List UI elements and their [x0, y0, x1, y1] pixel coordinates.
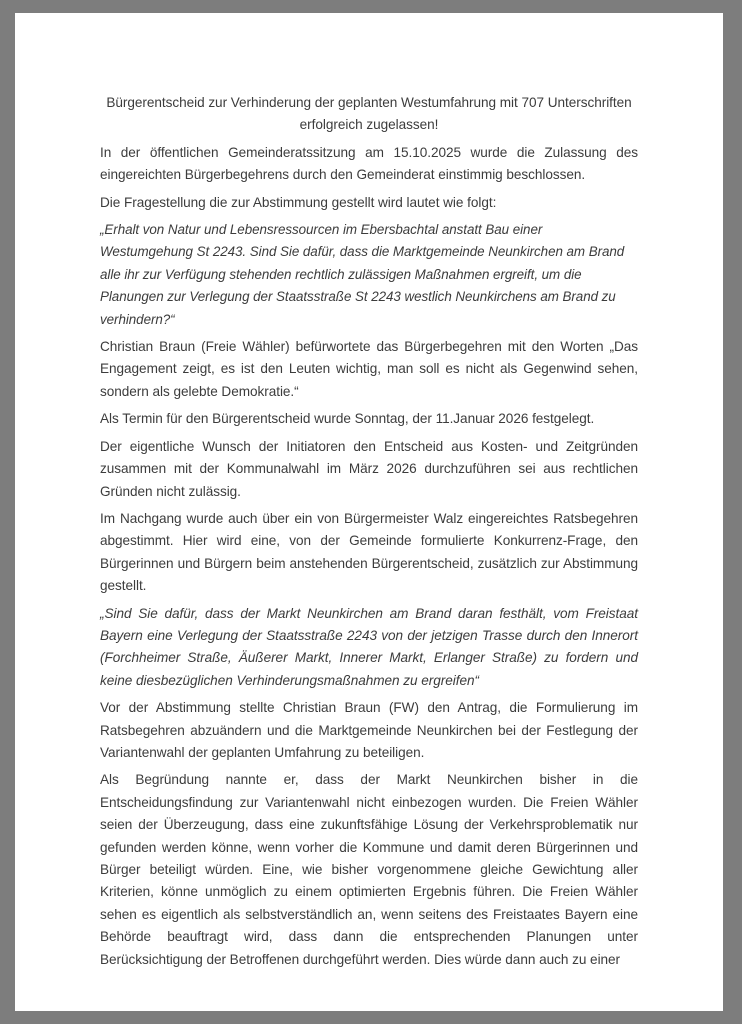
paragraph-body-7: Im Nachgang wurde auch über ein von Bürgermeister Walz eingereichtes Ratsbegehren abgestimmt. Hier wird eine, von der Gemeinde formulierte Konkurrenz-Frage, den Bürgerinnen und Bürgern beim anstehenden Bürgerentscheid, zusätzlich zur Abstimmung gestellt. [100, 510, 638, 594]
paragraph-body-10: Als Begründung nannte er, dass der Markt Neunkirchen bisher in die Entscheidungsfindung zur Variantenwahl nicht einbezogen wurden. Die Freien Wähler seien der Überzeugung, dass eine zukunftsfähige Lösung der Verkehrsproblematik nur gefunden werden könne, wenn vorher die Kommune und damit deren Bürgerinnen und Bürger beteiligt würden. Eine, wie bisher vorgenommene gleiche Gewichtung aller Kriterien, könne unmöglich zu einem optimierten Ergebnis führen. Die Freien Wähler sehen es eigentlich als selbstverständlich an, wenn seitens des Freistaates Bayern eine Behörde beauftragt wird, dass dann die entsprechenden Planungen unter Berücksichtigung der Betroffenen durchgeführt werden. Dies würde dann auch zu einer [100, 772, 638, 967]
paragraph-body-1: In der öffentlichen Gemeinderatssitzung am 15.10.2025 wurde die Zulassung des eingereichten Bürgerbegehrens durch den Gemeinderat einstimmig beschlossen. [100, 144, 638, 183]
paragraph-body-9: Vor der Abstimmung stellte Christian Braun (FW) den Antrag, die Formulierung im Ratsbegehren abzuändern und die Marktgemeinde Neunkirchen bei der Festlegung der Variantenwahl der geplanten Umfahrung zu beteiligen. [100, 700, 638, 760]
paragraph-body-5: Als Termin für den Bürgerentscheid wurde Sonntag, der 11.Januar 2026 festgelegt. [100, 411, 595, 427]
paragraph-heading-0: Bürgerentscheid zur Verhinderung der geplanten Westumfahrung mit 707 Unterschriften erfolgreich zugelassen! [106, 95, 632, 133]
paragraph-body-4: Christian Braun (Freie Wähler) befürwortete das Bürgerbegehren mit den Worten „Das Engagement zeigt, es ist den Leuten wichtig, man soll es nicht als Gegenwind sehen, sondern als gelebte Demokratie.“ [100, 339, 638, 399]
document-content [100, 92, 638, 976]
paragraph-body-2: Die Fragestellung die zur Abstimmung gestellt wird lautet wie folgt: [100, 194, 497, 210]
paragraph-body-6: Der eigentliche Wunsch der Initiatoren den Entscheid aus Kosten- und Zeitgründen zusammen mit der Kommunalwahl im März 2026 durchzuführen sei aus rechtlichen Gründen nicht zulässig. [100, 438, 638, 499]
paragraph-quote-8: „Sind Sie dafür, dass der Markt Neunkirchen am Brand daran festhält, vom Freistaat Bayern eine Verlegung der Staatsstraße 2243 von der jetzigen Trasse durch den Innerort (Forchheimer Straße, Äußerer Markt, Innerer Markt, Erlanger Straße) zu fordern und keine diesbezüglichen Verhinderungsmaßnahmen zu ergreifen“ [100, 605, 638, 688]
document-page [15, 13, 723, 1011]
paragraph-quote-lines-3: „Erhalt von Natur und Lebensressourcen im Ebersbachtal anstatt Bau einer Westumgehung St 2243. Sind Sie dafür, dass die Marktgemeinde Neunkirchen am Brand alle ihr zur Verfügung stehenden rechtlich zulässigen Maßnahmen ergreift, um die Planungen zur Verlegung der Staatsstraße St 2243 westlich Neunkirchens am Brand zu verhindern?“ [100, 222, 625, 327]
